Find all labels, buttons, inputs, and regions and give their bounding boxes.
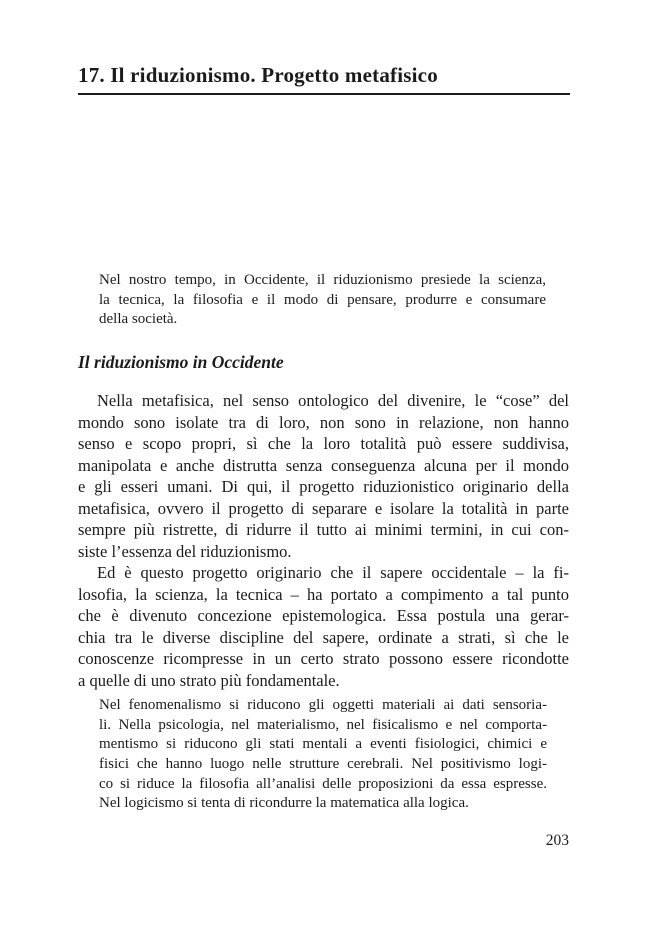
body-paragraph-2-line-6: a quelle di uno strato più fondamentale. (78, 670, 340, 690)
intro-note-line-3: della società. (99, 311, 178, 328)
footnote-block-line-2: li. Nella psicologia, nel materialismo, nel fisicalismo e nel comporta- (99, 716, 547, 733)
body-paragraph-2-line-1: Ed è questo progetto originario che il sapere occidentale – la fi- (97, 563, 569, 582)
intro-note (99, 271, 546, 330)
intro-note-line-2: la tecnica, la filosofia e il modo di pensare, produrre e consumare (99, 291, 546, 308)
body-paragraph-1-line-1: Nella metafisica, nel senso ontologico del divenire, le “cose” del (97, 391, 569, 410)
body-paragraph-2-line-3: che è divenuto concezione epistemologica. Essa postula una gerar- (78, 606, 569, 625)
body-paragraph-1-line-6: metafisica, ovvero il progetto di separare e isolare la totalità in parte (78, 498, 569, 518)
body-paragraph-2-line-2: losofia, la scienza, la tecnica – ha portato a compimento a tal punto (78, 584, 569, 604)
body-paragraph-2-line-5: conoscenze ricompresse in un certo strato possono essere ricondotte (78, 649, 569, 668)
body-paragraph-1-line-4: manipolata e anche distrutta senza conseguenza alcuna per il mondo (78, 455, 569, 475)
footnote-block-line-6: Nel logicismo si tenta di ricondurre la matematica alla logica. (99, 795, 469, 812)
body-paragraph-1 (78, 390, 569, 562)
section-heading: Il riduzionismo in Occidente (78, 352, 284, 372)
footnote-block (99, 696, 547, 814)
body-paragraph-1-line-8: siste l’essenza del riduzionismo. (78, 541, 292, 561)
body-paragraph-2-line-4: chia tra le diverse discipline del sapere, ordinate a strati, sì che le (78, 627, 569, 647)
body-paragraph-1-line-2: mondo sono isolate tra di loro, non sono in relazione, non hanno (78, 412, 569, 432)
intro-note-line-1: Nel nostro tempo, in Occidente, il riduzionismo presiede la scienza, (99, 272, 546, 288)
body-paragraph-1-line-3: senso e scopo propri, sì che la loro totalità può essere suddivisa, (78, 434, 569, 453)
footnote-block-line-3: mentismo si riducono gli stati mentali a eventi fisiologici, chimici e (99, 736, 547, 753)
body-paragraph-1-line-5: e gli esseri umani. Di qui, il progetto riduzionistico originario della (78, 477, 569, 496)
footnote-block-line-1: Nel fenomenalismo si riducono gli oggetti materiali ai dati sensoria- (99, 697, 547, 713)
chapter-title: 17. Il riduzionismo. Progetto metafisico (78, 63, 438, 87)
body-paragraph-2 (78, 562, 569, 691)
page-number: 203 (545, 832, 569, 849)
footnote-block-line-4: fisici che hanno luogo nelle strutture cerebrali. Nel positivismo logi- (99, 756, 547, 773)
body-paragraph-1-line-7: sempre più ristrette, di ridurre il tutto ai minimi termini, in cui con- (78, 520, 569, 539)
footnote-block-line-5: co si riduce la filosofia all’analisi delle proposizioni da essa espresse. (99, 775, 547, 792)
